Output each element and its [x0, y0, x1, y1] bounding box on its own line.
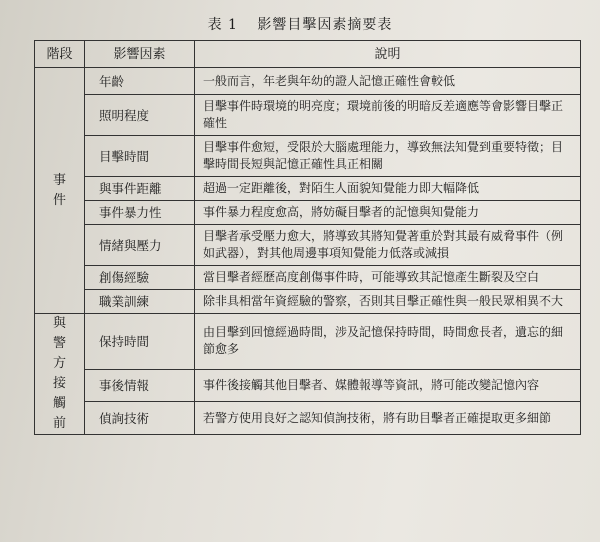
caption-title: 影響目擊因素摘要表 [257, 17, 393, 33]
factor-cell: 事件暴力性 [85, 201, 195, 225]
factor-cell: 與事件距離 [85, 177, 195, 201]
table-row [35, 201, 581, 225]
description-cell: 目擊者承受壓力愈大，將導致其將知覺著重於對其最有威脅事件（例如武器），對其他周邊事項知覺能力低落或減損 [195, 225, 581, 266]
table-row [35, 68, 581, 95]
factor-cell: 職業訓練 [85, 290, 195, 314]
description-cell: 由目擊到回憶經過時間，涉及記憶保持時間，時間愈長者，遺忘的細節愈多 [195, 314, 581, 370]
table-row [35, 369, 581, 402]
header-stage: 階段 [35, 41, 85, 68]
stage-label: 與警方接觸前 [52, 316, 66, 431]
factor-table [34, 40, 581, 435]
description-cell: 除非具相當年資經驗的警察，否則其目擊正確性與一般民眾相異不大 [195, 290, 581, 314]
header-description: 說明 [195, 41, 581, 68]
table-row [35, 402, 581, 435]
table-row [35, 290, 581, 314]
header-row [35, 41, 581, 68]
description-cell: 當目擊者經歷高度創傷事件時，可能導致其記憶產生斷裂及空白 [195, 266, 581, 290]
stage-label: 事件 [52, 172, 66, 208]
description-cell: 目擊事件愈短，受限於大腦處理能力，導致無法知覺到重要特徵；目擊時間長短與記憶正確性具正相關 [195, 136, 581, 177]
description-cell: 超過一定距離後，對陌生人面貌知覺能力即大幅降低 [195, 177, 581, 201]
description-cell: 事件後接觸其他目擊者、媒體報導等資訊，將可能改變記憶內容 [195, 369, 581, 402]
factor-cell: 事後情報 [85, 369, 195, 402]
table-row [35, 136, 581, 177]
factor-cell: 情緒與壓力 [85, 225, 195, 266]
header-factor: 影響因素 [85, 41, 195, 68]
table-row [35, 314, 581, 370]
table-caption [0, 14, 600, 34]
stage-cell-event [35, 68, 85, 314]
description-cell: 目擊事件時環境的明亮度；環境前後的明暗反差適應等會影響目擊正確性 [195, 95, 581, 136]
description-cell: 事件暴力程度愈高，將妨礙目擊者的記憶與知覺能力 [195, 201, 581, 225]
factor-cell: 照明程度 [85, 95, 195, 136]
table-row [35, 266, 581, 290]
factor-cell: 年齡 [85, 68, 195, 95]
stage-cell-before-police [35, 314, 85, 435]
table-row [35, 177, 581, 201]
factor-cell: 偵詢技術 [85, 402, 195, 435]
factor-cell: 目擊時間 [85, 136, 195, 177]
description-cell: 若警方使用良好之認知偵詢技術，將有助目擊者正確提取更多細節 [195, 402, 581, 435]
table-row [35, 225, 581, 266]
factor-cell: 創傷經驗 [85, 266, 195, 290]
description-cell: 一般而言，年老與年幼的證人記憶正確性會較低 [195, 68, 581, 95]
factor-cell: 保持時間 [85, 314, 195, 370]
table-row [35, 95, 581, 136]
caption-number: 表 1 [207, 17, 238, 33]
